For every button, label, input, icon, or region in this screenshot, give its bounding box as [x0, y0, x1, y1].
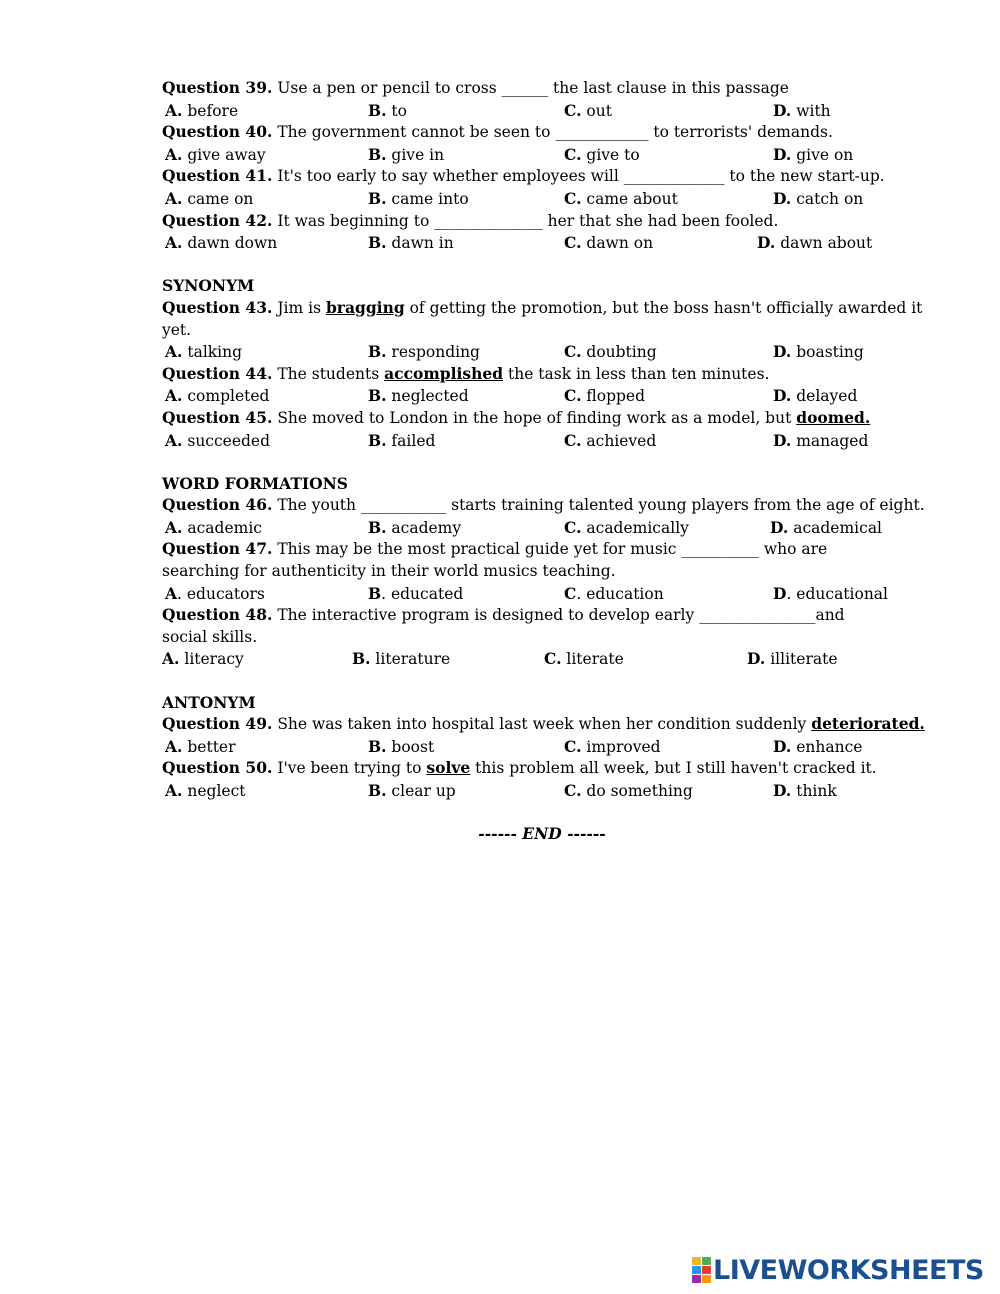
question-39 — [162, 77, 937, 100]
spacer — [162, 254, 937, 276]
underlined-word: bragging — [325, 297, 405, 317]
question-number: Question 42. — [162, 210, 273, 230]
antonym-section — [162, 692, 937, 802]
question-number: Question 41. — [162, 166, 273, 186]
option-c[interactable]: C. literate — [544, 649, 624, 669]
option-c[interactable]: C. give to — [564, 144, 640, 164]
question-42-options — [162, 232, 937, 254]
spacer — [162, 451, 937, 473]
option-b[interactable]: B. literature — [352, 649, 451, 669]
question-number: Question 39. — [162, 78, 273, 97]
question-44: Question 44. The students accomplished the task in less than ten minutes. — [162, 363, 770, 383]
option-b[interactable]: B. clear up — [368, 781, 456, 800]
section-heading-antonym: ANTONYM — [162, 692, 256, 712]
underlined-word: doomed. — [796, 407, 871, 427]
question-48-options — [162, 648, 937, 670]
option-d[interactable]: D. give on — [773, 144, 854, 164]
question-47-options — [162, 583, 937, 605]
question-43-options — [162, 341, 937, 363]
section-heading-word-formations: WORD FORMATIONS — [162, 473, 348, 493]
option-a[interactable]: A. give away — [165, 144, 266, 164]
option-c[interactable]: C. education — [564, 583, 664, 603]
option-c[interactable]: C. achieved — [564, 430, 657, 450]
option-c[interactable]: C. dawn on — [564, 233, 654, 253]
question-48: Question 48. The interactive program is designed to develop early _______________and social skills. — [162, 605, 845, 646]
option-a[interactable]: A. academic — [165, 517, 262, 537]
question-42 — [162, 210, 937, 233]
question-45: Question 45. She moved to London in the hope of finding work as a model, but doomed. — [162, 407, 871, 427]
question-46: Question 46. The youth ___________ starts training talented young players from the age of eight. — [162, 495, 925, 515]
option-c[interactable]: C. flopped — [564, 386, 646, 406]
end-marker: ------ END ------ — [478, 824, 606, 844]
option-c[interactable]: C. academically — [564, 517, 689, 537]
spacer — [162, 670, 937, 692]
option-d[interactable]: D. managed — [773, 430, 869, 450]
option-d[interactable]: D. delayed — [773, 386, 858, 406]
option-d[interactable]: D. think — [773, 781, 837, 800]
word-formations-section — [162, 473, 937, 670]
underlined-word: deteriorated. — [811, 714, 925, 734]
option-b[interactable]: B. educated — [368, 583, 464, 603]
option-d[interactable]: D. educational — [773, 583, 889, 603]
question-50: Question 50. I've been trying to solve this problem all week, but I still haven't cracked it. — [162, 758, 877, 778]
question-47: Question 47. This may be the most practical guide yet for music __________ who are searching for authenticity in their world musics teaching. — [162, 539, 828, 581]
option-a[interactable]: A. succeeded — [165, 430, 271, 450]
option-b[interactable]: B. give in — [368, 144, 445, 164]
option-d[interactable]: D. with — [773, 100, 831, 120]
option-c[interactable]: C. doubting — [564, 342, 657, 362]
synonym-section — [162, 275, 937, 451]
question-text: Use a pen or pencil to cross ______ the last clause in this passage — [272, 79, 789, 97]
question-text: The government cannot be seen to ____________ to terrorists' demands. — [272, 123, 833, 142]
logo-text: LIVEWORKSHEETS — [713, 1254, 984, 1286]
option-b[interactable]: B. responding — [368, 342, 480, 362]
option-b[interactable]: B. neglected — [368, 386, 469, 406]
option-a[interactable]: A. talking — [165, 342, 243, 362]
option-b[interactable]: B. academy — [368, 517, 462, 537]
question-43: Question 43. Jim is bragging of getting the promotion, but the boss hasn't officially awarded it yet. — [162, 297, 923, 339]
option-b[interactable]: B. came into — [368, 188, 469, 208]
option-c[interactable]: C. improved — [564, 736, 661, 756]
option-c[interactable]: C. came about — [564, 188, 678, 208]
option-a[interactable]: A. neglect — [165, 781, 246, 800]
option-a[interactable]: A. literacy — [162, 649, 244, 669]
section-heading-synonym: SYNONYM — [162, 276, 255, 296]
option-a[interactable]: A. dawn down — [165, 233, 278, 253]
question-39-options — [162, 100, 937, 122]
question-40 — [162, 121, 937, 144]
option-b[interactable]: B. failed — [368, 430, 436, 450]
option-a[interactable]: A. educators — [165, 583, 265, 603]
option-b[interactable]: B. to — [368, 100, 407, 120]
option-a[interactable]: A. better — [165, 736, 236, 756]
option-c[interactable]: C. out — [564, 100, 612, 120]
option-d[interactable]: D. illiterate — [747, 649, 838, 669]
question-44-options — [162, 385, 937, 407]
spacer — [162, 802, 937, 824]
liveworksheets-logo[interactable] — [692, 1256, 984, 1284]
underlined-word: solve — [426, 758, 471, 778]
option-d[interactable]: D. academical — [770, 517, 883, 537]
question-50-options — [162, 780, 937, 802]
option-a[interactable]: A. came on — [165, 188, 254, 208]
questions-top — [162, 77, 937, 254]
question-46-options — [162, 517, 937, 539]
option-a[interactable]: A. completed — [165, 386, 270, 406]
option-d[interactable]: D. boasting — [773, 342, 864, 362]
question-number: Question 40. — [162, 122, 273, 142]
option-d[interactable]: D. dawn about — [757, 233, 873, 253]
underlined-word: accomplished — [384, 363, 504, 383]
option-a[interactable]: A. before — [165, 100, 239, 120]
question-text: It's too early to say whether employees will _____________ to the new start-up. — [272, 167, 885, 186]
logo-icon — [692, 1257, 710, 1283]
worksheet-content — [162, 77, 937, 845]
option-c[interactable]: C. do something — [564, 781, 693, 800]
question-40-options — [162, 144, 937, 166]
option-b[interactable]: B. dawn in — [368, 233, 454, 253]
question-49-options — [162, 736, 937, 758]
option-d[interactable]: D. catch on — [773, 188, 864, 208]
question-41 — [162, 165, 937, 188]
option-b[interactable]: B. boost — [368, 736, 435, 756]
option-d[interactable]: D. enhance — [773, 736, 863, 756]
question-49: Question 49. She was taken into hospital last week when her condition suddenly deteriorated. — [162, 714, 925, 734]
question-41-options — [162, 188, 937, 210]
question-45-options — [162, 430, 937, 452]
question-text: It was beginning to ______________ her that she had been fooled. — [272, 211, 779, 230]
